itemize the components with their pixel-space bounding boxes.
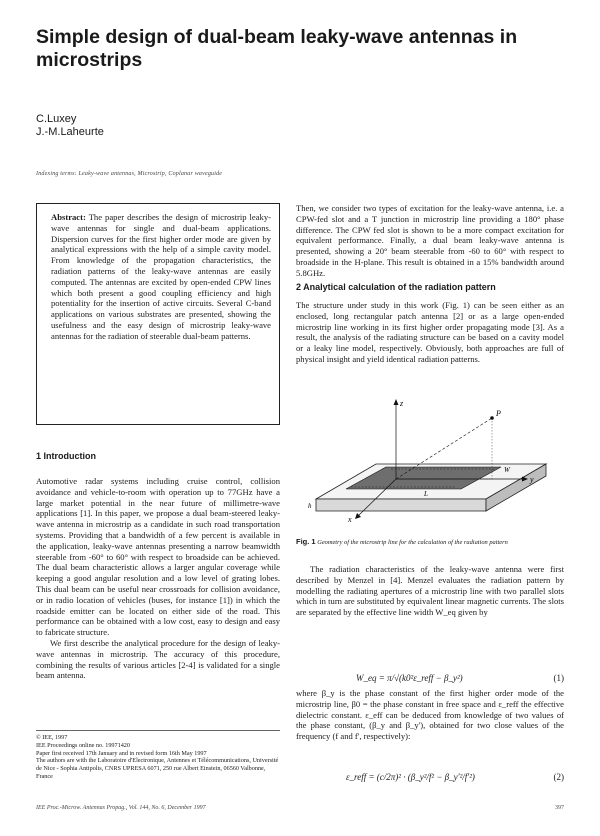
- footnote: © IEE, 1997: [36, 734, 68, 741]
- substrate-front: [316, 499, 486, 511]
- figure-caption-text: Geometry of the microstrip line for the calculation of the radiation pattern: [317, 539, 508, 546]
- footnote: IEE Proceedings online no. 19971420: [36, 741, 130, 749]
- label-y: y: [530, 475, 534, 484]
- paragraph: We first describe the analytical procedure for the design of leaky-wave antennas in microstrip. The accuracy of this procedure, combining the results of various articles [2-4] is validated for a single beam antenna.: [36, 637, 280, 681]
- abstract-label: Abstract:: [51, 212, 86, 222]
- radiation-paragraph: The radiation characteristics of the leaky-wave antenna were first described by Menzel in [4]. Menzel evaluates the radiation pattern by modelling the radiating apertures of a microstrip line with two parallel slots which in turn are substituted by equivalent linear magnetic currents. The slots are separated by the effective line width W_eq given by: [296, 564, 564, 618]
- intro-continuation: Then, we consider two types of excitation for the leaky-wave antenna, i.e. a CPW-fed slot and a T junction in microstrip line providing a 180° phase difference. The CPW fed slot is shown to be a more compact excitation for equivalent performance. Finally, a dual beam leaky-wave antenna is presented, showing a 20° beam steerable from -60 to 60° with respect to broadside in the H-plane. This result is obtained in a 15% bandwidth around 5.8GHz.: [296, 203, 564, 278]
- author-name: C.Luxey: [36, 113, 77, 125]
- definitions-paragraph: where β_y is the phase constant of the first higher order mode of the microstrip line, β0 = the phase constant in free space and ε_reff the effective dielectric constant. ε_eff can be deduced from knowledge of two values of the phase constant, (β_y and β_y'), obtained for two close values of the frequency (f and f', respectively):: [296, 688, 564, 742]
- paper-title: Simple design of dual-beam leaky-wave antennas in microstrips: [36, 26, 518, 71]
- equation-number: (1): [553, 673, 564, 683]
- introduction-body: [36, 476, 280, 681]
- label-z: z: [400, 399, 404, 408]
- footnote-divider: [36, 730, 280, 731]
- paragraph: Automotive radar systems including cruise control, collision avoidance and vehicle-to-room with operation up to 77GHz have a large market potential in the near future of millimetre-wave applications [1]. In this paper, we propose a dual beam-steered leaky-wave antenna in microstrip as a candidate in such road transportation systems. Providing that a bandwidth of a few percent is available in the application, leaky-wave antennas presenting a narrow beamwidth steerable from -60° to 60° with respect to broadside can be achieved. The dual beam characteristic allows a larger angular coverage while keeping a good angular resolution and a low level of grating lobes. This dual beam can be useful near crossroads for collision avoidance, or in radio location of vehicles (buses, for instance [1]) in which the roadside emitter can be located on either side of the road. This performance can be obtained with a low cost, easy to design and easy to fabricate structure.: [36, 476, 280, 638]
- figure-microstrip-geometry: [296, 394, 564, 534]
- abstract-text: The paper describes the design of microstrip leaky-wave antennas for single and dual-beam applications. Dispersion curves for the first higher order mode are given by analytical expressions with the help of a simple cavity model. From knowledge of the propagation characteristics, the radiation patterns of the leaky-wave antennas are easily computed. The antennas are excited by open-ended CPW lines which both present a good coupling efficiency and high potentiality for the insertion of active circuits. Several C-band applications on various substrates are presented, showing the usefulness and the easy design of microstrip leaky-wave antennas for the radiation of steerable dual-beam patterns.: [51, 212, 271, 341]
- label-p: P: [496, 409, 501, 418]
- label-width: W: [504, 466, 510, 474]
- label-x: x: [348, 515, 352, 524]
- footnote: Paper first received 17th January and in revised form 16th May 1997: [36, 749, 207, 757]
- journal-footer: IEE Proc.-Microw. Antennas Propag., Vol. 144, No. 6, December 1997: [36, 805, 206, 811]
- author-list: [36, 113, 104, 139]
- page-number: 397: [555, 805, 564, 811]
- z-axis-arrow: [394, 399, 399, 405]
- analysis-body: The structure under study in this work (Fig. 1) can be seen either as an enclosed, long rectangular patch antenna [2] or as a large open-ended microstrip line working in its first higher order propagating mode [3]. As a result, the analysis of the radiating structure can be based on a cavity model or a leaky line model, respectively. Obviously, both approaches are full of physical insight and yield identical radiation patterns.: [296, 300, 564, 364]
- section-heading-introduction: 1 Introduction: [36, 451, 96, 461]
- label-length: L: [424, 490, 428, 498]
- indexing-terms: Indexing terms: Leaky-wave antennas, Microstrip, Coplanar waveguide: [36, 171, 223, 177]
- figure-caption: [296, 538, 564, 546]
- footnote: The authors are with the Laboratoire d'Electronique, Antennes et Télécommunications, Université de Nice - Sophia Antipolis, CNRS UPRESA 6071, 250 rue Albert Einstein, 06560 Valbonne, France: [36, 757, 279, 780]
- section-heading-analysis: 2 Analytical calculation of the radiation pattern: [296, 282, 496, 292]
- figure-label: Fig. 1: [296, 537, 316, 546]
- footnotes: [36, 734, 280, 781]
- label-height: h: [308, 502, 312, 510]
- equation-expression: W_eq = π/√(k0²ε_reff − β_y²): [356, 673, 463, 683]
- equation-number: (2): [553, 772, 564, 782]
- abstract-box: [36, 203, 280, 425]
- author-name: J.-M.Laheurte: [36, 126, 104, 138]
- equation-expression: ε_reff = (c/2π)² · (β_y²/f² − β_y'²/f'²): [346, 772, 475, 782]
